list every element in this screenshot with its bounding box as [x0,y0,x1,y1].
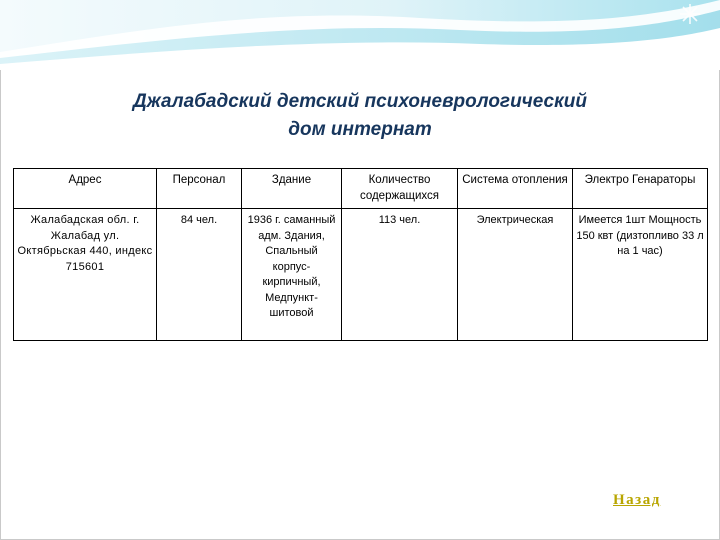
page-title-line-1: Джалабадский детский психоневрологический [133,91,587,112]
cell-address: Жалабадская обл. г. Жалабад ул. Октябрьская 440, индекс 715601 [14,209,157,341]
cell-generators: Имеется 1шт Мощность 150 квт (дизтопливо 33 л на 1 час) [573,209,708,341]
header-residents-count: Количество содержащихся [342,169,458,209]
page-title [60,88,660,144]
table-row [14,209,708,341]
cell-building: 1936 г. саманный адм. Здания, Спальный корпус-кирпичный, Медпункт-шитовой [242,209,342,341]
header-staff: Персонал [157,169,242,209]
snowflake-icon [680,4,700,24]
cell-staff: 84 чел. [157,209,242,341]
header-wave-banner [0,0,720,70]
back-link[interactable]: Назад [613,492,661,508]
cell-residents-count: 113 чел. [342,209,458,341]
table-header-row [14,169,708,209]
cell-heating-system: Электрическая [458,209,573,341]
header-address: Адрес [14,169,157,209]
page-title-line-2: дом интернат [288,119,432,140]
header-heating-system: Система отопления [458,169,573,209]
header-generators: Электро Генараторы [573,169,708,209]
header-building: Здание [242,169,342,209]
institution-info-table [13,168,708,341]
